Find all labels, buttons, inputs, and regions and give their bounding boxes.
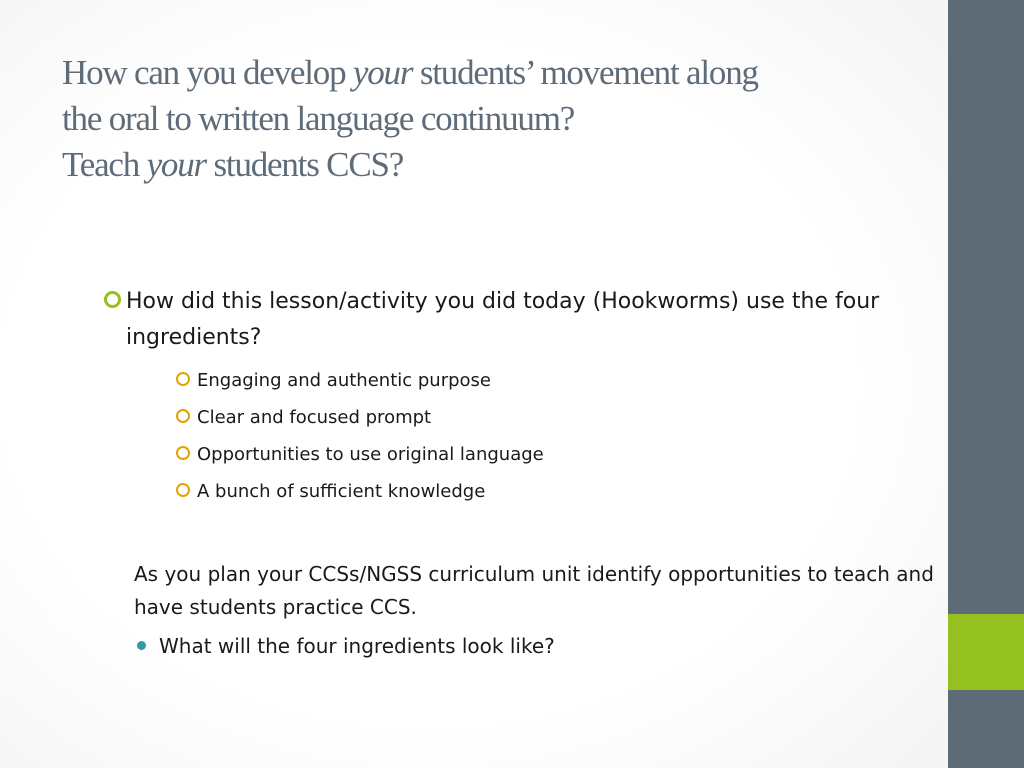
title-text: Teach — [62, 145, 147, 184]
dot-bullet-icon — [137, 641, 146, 650]
question-bullet — [137, 630, 555, 663]
ring-bullet-icon — [176, 446, 190, 460]
sub-bullet-text: Opportunities to use original language — [197, 444, 544, 465]
main-bullet — [104, 284, 904, 356]
title-text: students CCS? — [205, 145, 404, 184]
sub-bullet — [176, 399, 544, 436]
ring-bullet-icon — [104, 291, 121, 308]
ring-bullet-icon — [176, 409, 190, 423]
title-line-2: the oral to written language continuum? — [62, 99, 575, 138]
title-line-1 — [62, 50, 922, 96]
question-bullet-text: What will the four ingredients look like? — [159, 634, 555, 658]
sub-bullet — [176, 362, 544, 399]
ring-bullet-icon — [176, 483, 190, 497]
sub-bullet-text: Clear and focused prompt — [197, 407, 432, 428]
main-bullet-text: How did this lesson/activity you did today (Hookworms) use the four ingredients? — [126, 289, 880, 350]
title-emphasis: your — [352, 53, 413, 92]
title-line-3 — [62, 142, 922, 188]
title-text: students’ movement along — [412, 53, 758, 92]
sidebar-accent-block — [948, 614, 1024, 690]
sub-bullet-list — [176, 362, 544, 510]
ring-bullet-icon — [176, 372, 190, 386]
planning-paragraph: As you plan your CCSs/NGSS curriculum unit identify opportunities to teach and have students practice CCS. — [134, 562, 934, 619]
title-text: How can you develop — [62, 53, 353, 92]
sub-bullet-text: Engaging and authentic purpose — [197, 370, 491, 391]
slide-title — [62, 50, 922, 188]
sub-bullet — [176, 436, 544, 473]
sub-bullet — [176, 473, 544, 510]
title-emphasis: your — [146, 145, 206, 184]
sub-bullet-text: A bunch of sufficient knowledge — [197, 481, 486, 502]
